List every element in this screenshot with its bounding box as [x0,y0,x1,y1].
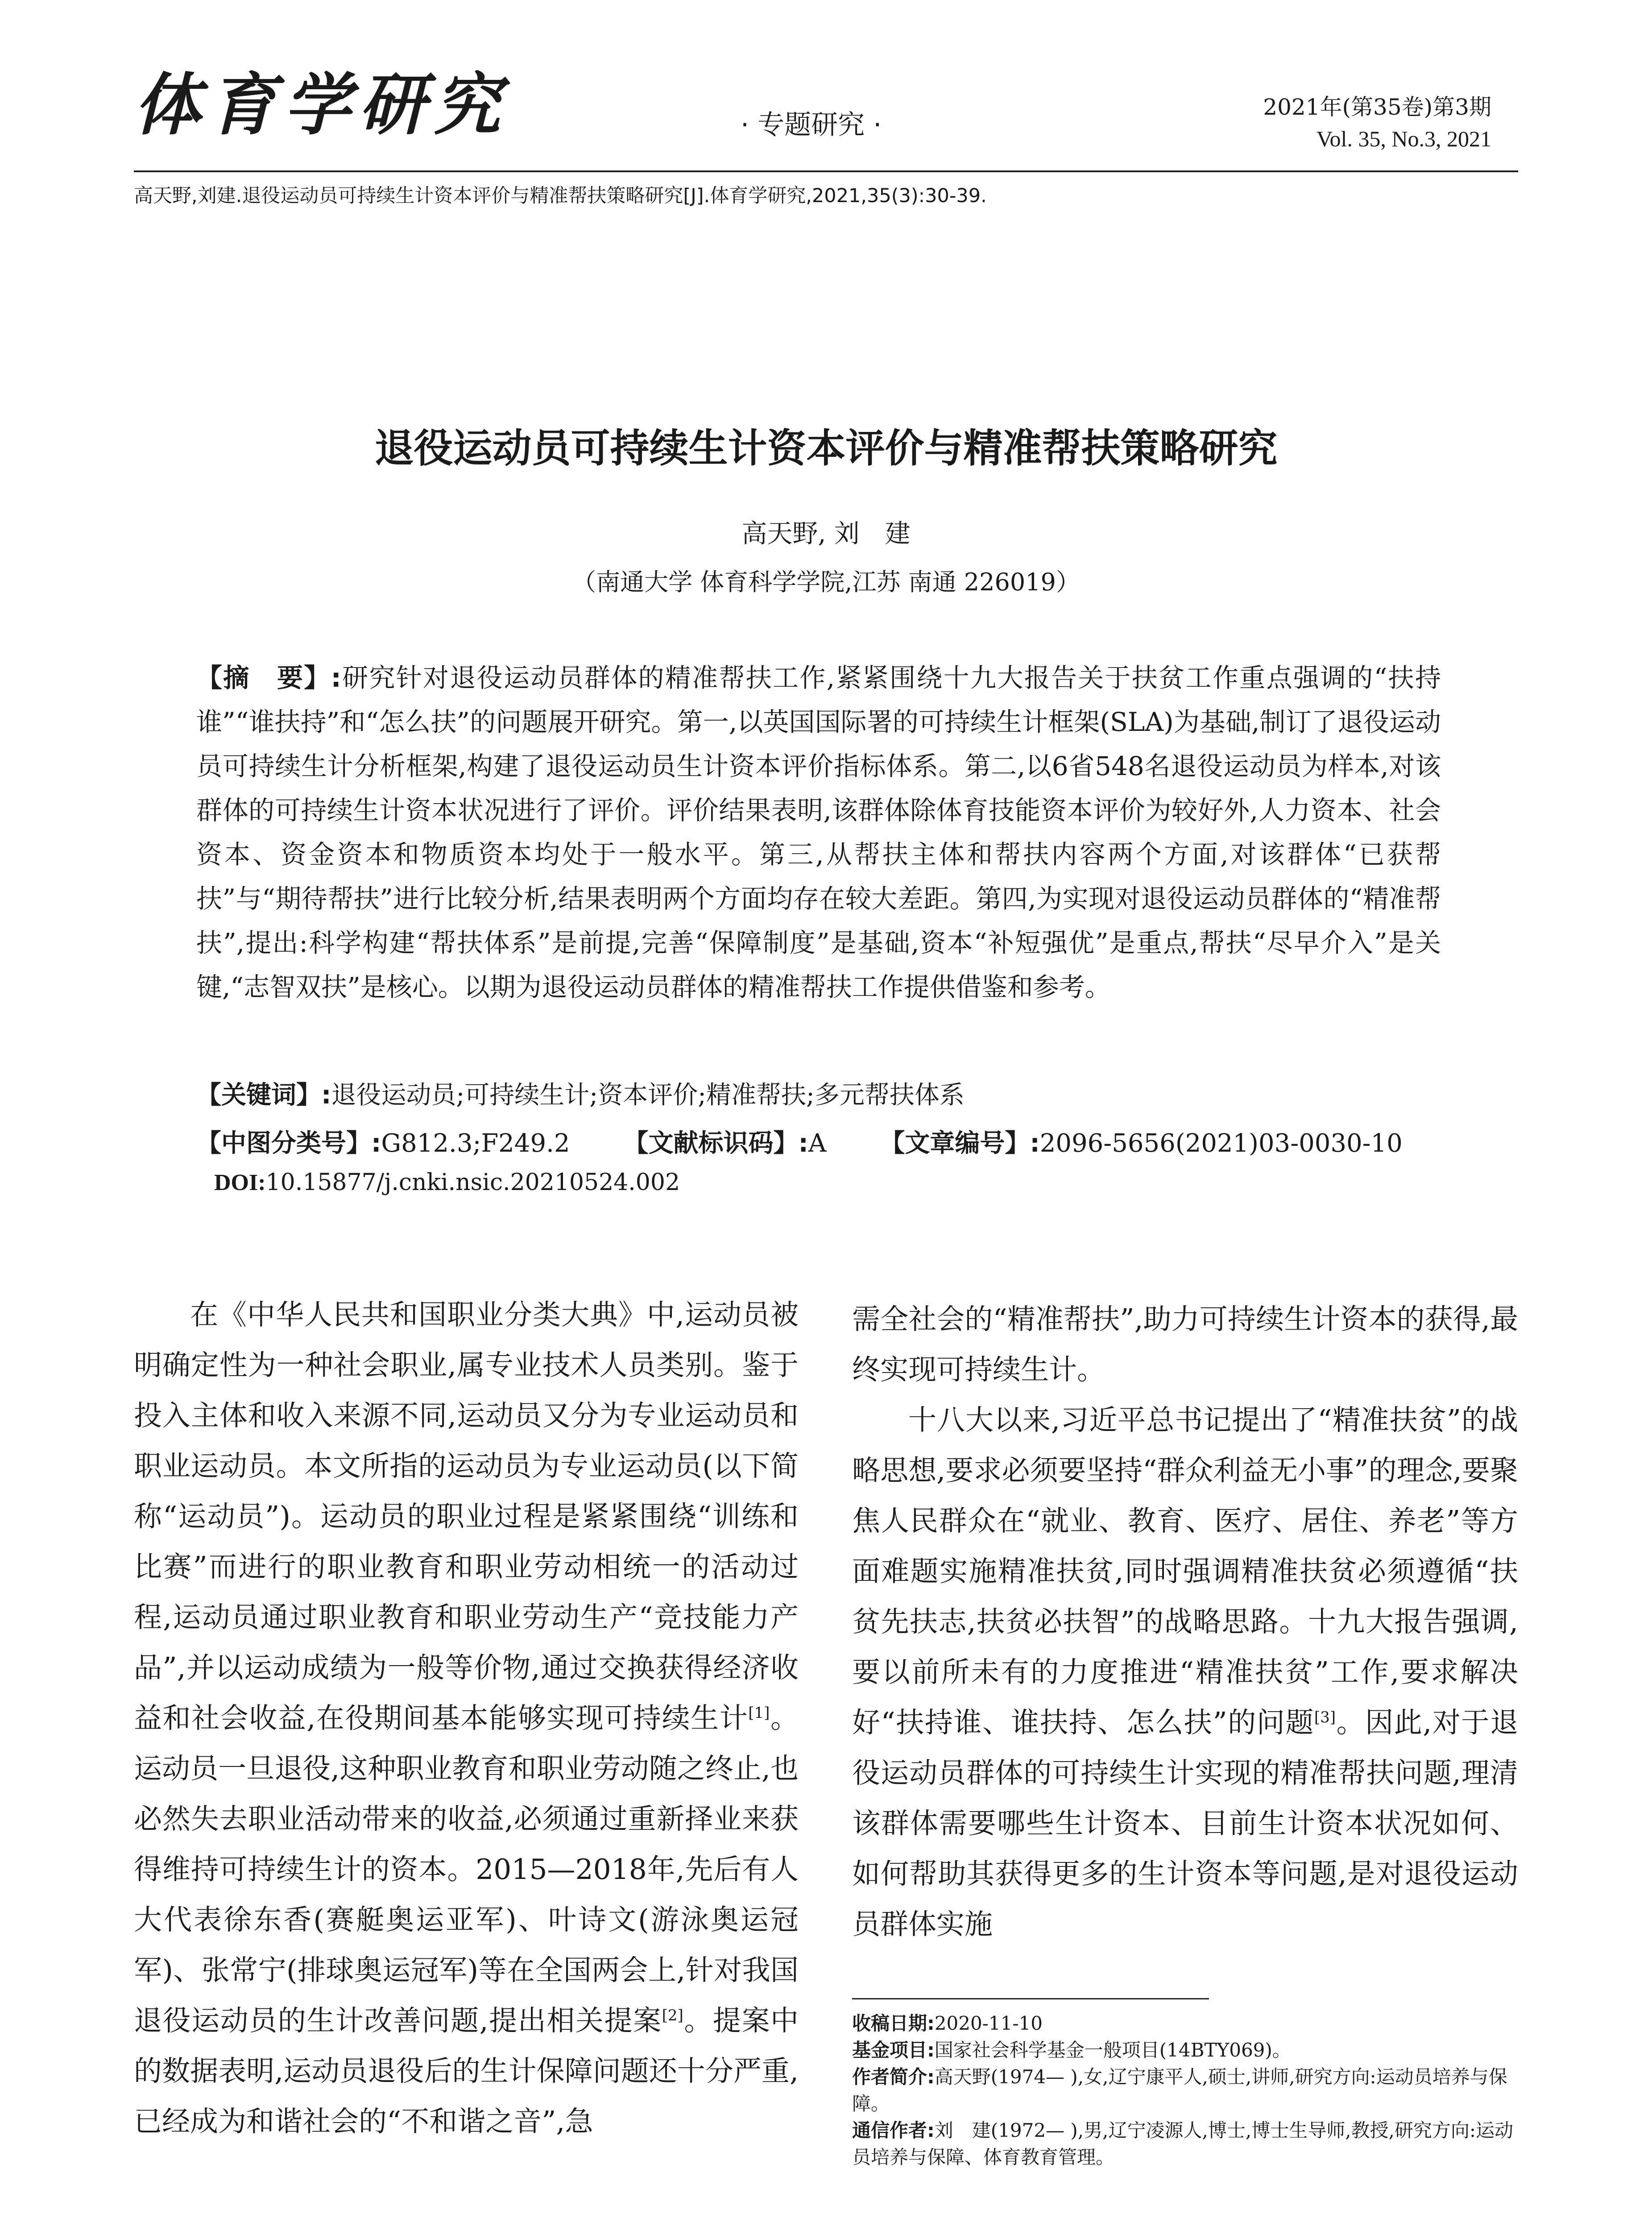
body-paragraph [852,1294,1518,1395]
body-text: 。运动员一旦退役,这种职业教育和职业劳动随之终止,也必然失去职业活动带来的收益,必须通过重新择业来获得维持可持续生计的资本。2015—2018年,先后有人大代表徐东香(赛艇奥运亚军)、叶诗文(游泳奥运冠军)、张常宁(排球奥运冠军)等在全国两会上,针对我国退役运动员的生计改善问题,提出相关提案 [134,1702,799,2037]
keywords-line [196,1075,965,1111]
article-title: 退役运动员可持续生计资本评价与精准帮扶策略研究 [374,425,1278,471]
body-text: 需全社会的“精准帮扶”,助力可持续生计资本的获得,最终实现可持续生计。 [852,1303,1518,1386]
keywords-label: 【关键词】: [196,1081,331,1110]
footnotes [852,2010,1518,2171]
reference-marker: [3] [1314,1708,1336,1726]
footnote-text: 国家社会科学基金一般项目(14BTY069)。 [934,2039,1291,2061]
article-no-value: 2096-5656(2021)03-0030-10 [1039,1129,1403,1158]
abstract-label: 【摘 要】: [196,663,341,693]
footnote-corresponding [852,2117,1518,2171]
reference-marker: [1] [748,1704,770,1722]
journal-logo: 体育学研究 [134,66,509,144]
reference-marker: [2] [662,2007,683,2024]
body-text: 在《中华人民共和国职业分类大典》中,运动员被明确定性为一种社会职业,属专业技术人员类别。鉴于投入主体和收入来源不同,运动员又分为专业运动员和职业运动员。本文所指的运动员为专业运动员(以下简称“运动员”)。运动员的职业过程是紧紧围绕“训练和比赛”而进行的职业教育和职业劳动相统一的活动过程,运动员通过职业教育和职业劳动生产“竞技能力产品”,并以运动成绩为一般等价物,通过交换获得经济收益和社会收益,在役期间基本能够实现可持续生计 [134,1298,799,1734]
doi-value: 10.15877/j.cnki.nsic.20210524.002 [265,1169,680,1196]
clc-value: G812.3;F249.2 [381,1129,570,1158]
doc-code-label: 【文献标识码】: [623,1129,808,1158]
footnote-rule [852,1998,1209,1999]
footnote-fund [852,2037,1518,2064]
footnote-label: 作者简介: [852,2066,935,2088]
body-paragraph [852,1395,1518,1949]
doc-code-value: A [808,1129,827,1158]
footnote-label: 基金项目: [852,2039,935,2061]
footnote-author [852,2064,1518,2117]
footnote-label: 收稿日期: [852,2012,935,2034]
doi-label: DOI: [214,1170,266,1195]
issue-info-cn: 2021年(第35卷)第3期 [1263,94,1491,120]
article-affiliation: （南通大学 体育科学学院,江苏 南通 226019） [572,568,1080,596]
abstract [196,656,1441,1009]
citation-line: 高天野,刘建.退役运动员可持续生计资本评价与精准帮扶策略研究[J].体育学研究,2021,35(3):30-39. [134,185,987,207]
keywords-text: 退役运动员;可持续生计;资本评价;精准帮扶;多元帮扶体系 [331,1081,965,1110]
classification-line [196,1124,1403,1159]
article-no-label: 【文章编号】: [880,1129,1040,1158]
body-paragraph [134,1290,799,2147]
abstract-text: 研究针对退役运动员群体的精准帮扶工作,紧紧围绕十九大报告关于扶贫工作重点强调的“扶持谁”“谁扶持”和“怎么扶”的问题展开研究。第一,以英国国际署的可持续生计框架(SLA)为基础,制订了退役运动员可持续生计分析框架,构建了退役运动员生计资本评价指标体系。第二,以6省548名退役运动员为样本,对该群体的可持续生计资本状况进行了评价。评价结果表明,该群体除体育技能资本评价为较好外,人力资本、社会资本、资金资本和物质资本均处于一般水平。第三,从帮扶主体和帮扶内容两个方面,对该群体“已获帮扶”与“期待帮扶”进行比较分析,结果表明两个方面均存在较大差距。第四,为实现对退役运动员群体的“精准帮扶”,提出:科学构建“帮扶体系”是前提,完善“保障制度”是基础,资本“补短强优”是重点,帮扶“尽早介入”是关键,“志智双扶”是核心。以期为退役运动员群体的精准帮扶工作提供借鉴和参考。 [196,663,1441,1002]
section-label: · 专题研究 · [741,109,882,141]
footnote-text: 2020-11-10 [934,2012,1043,2034]
body-text: 十八大以来,习近平总书记提出了“精准扶贫”的战略思想,要求必须要坚持“群众利益无小事”的理念,要聚焦人民群众在“就业、教育、医疗、居住、养老”等方面难题实施精准扶贫,同时强调精准扶贫必须遵循“扶贫先扶志,扶贫必扶智”的战略思路。十九大报告强调,要以前所未有的力度推进“精准扶贫”工作,要求解决好“扶持谁、谁扶持、怎么扶”的问题 [852,1404,1518,1739]
issue-info-en: Vol. 35, No.3, 2021 [1316,126,1491,151]
body-text: 。因此,对于退役运动员群体的可持续生计实现的精准帮扶问题,理清该群体需要哪些生计资本、目前生计资本状况如何、如何帮助其获得更多的生计资本等问题,是对退役运动员群体实施 [852,1706,1518,1941]
article-authors: 高天野, 刘 建 [741,519,911,548]
footnote-label: 通信作者: [852,2119,935,2141]
clc-label: 【中图分类号】: [196,1129,381,1158]
body-text: 。提案中的数据表明,运动员退役后的生计保障问题还十分严重,已经成为和谐社会的“不和谐之音”,急 [134,2004,799,2138]
footnote-text: 刘 建(1972— ),男,辽宁凌源人,博士,博士生导师,教授,研究方向:运动员培养与保障、体育教育管理。 [852,2119,1514,2168]
footnote-received [852,2010,1518,2037]
header-rule [134,170,1518,172]
doi-line [214,1169,680,1196]
body-column-left [134,1290,799,2182]
footnote-text: 高天野(1974— ),女,辽宁康平人,硕士,讲师,研究方向:运动员培养与保障。 [852,2066,1507,2115]
body-column-right [852,1294,1518,1981]
